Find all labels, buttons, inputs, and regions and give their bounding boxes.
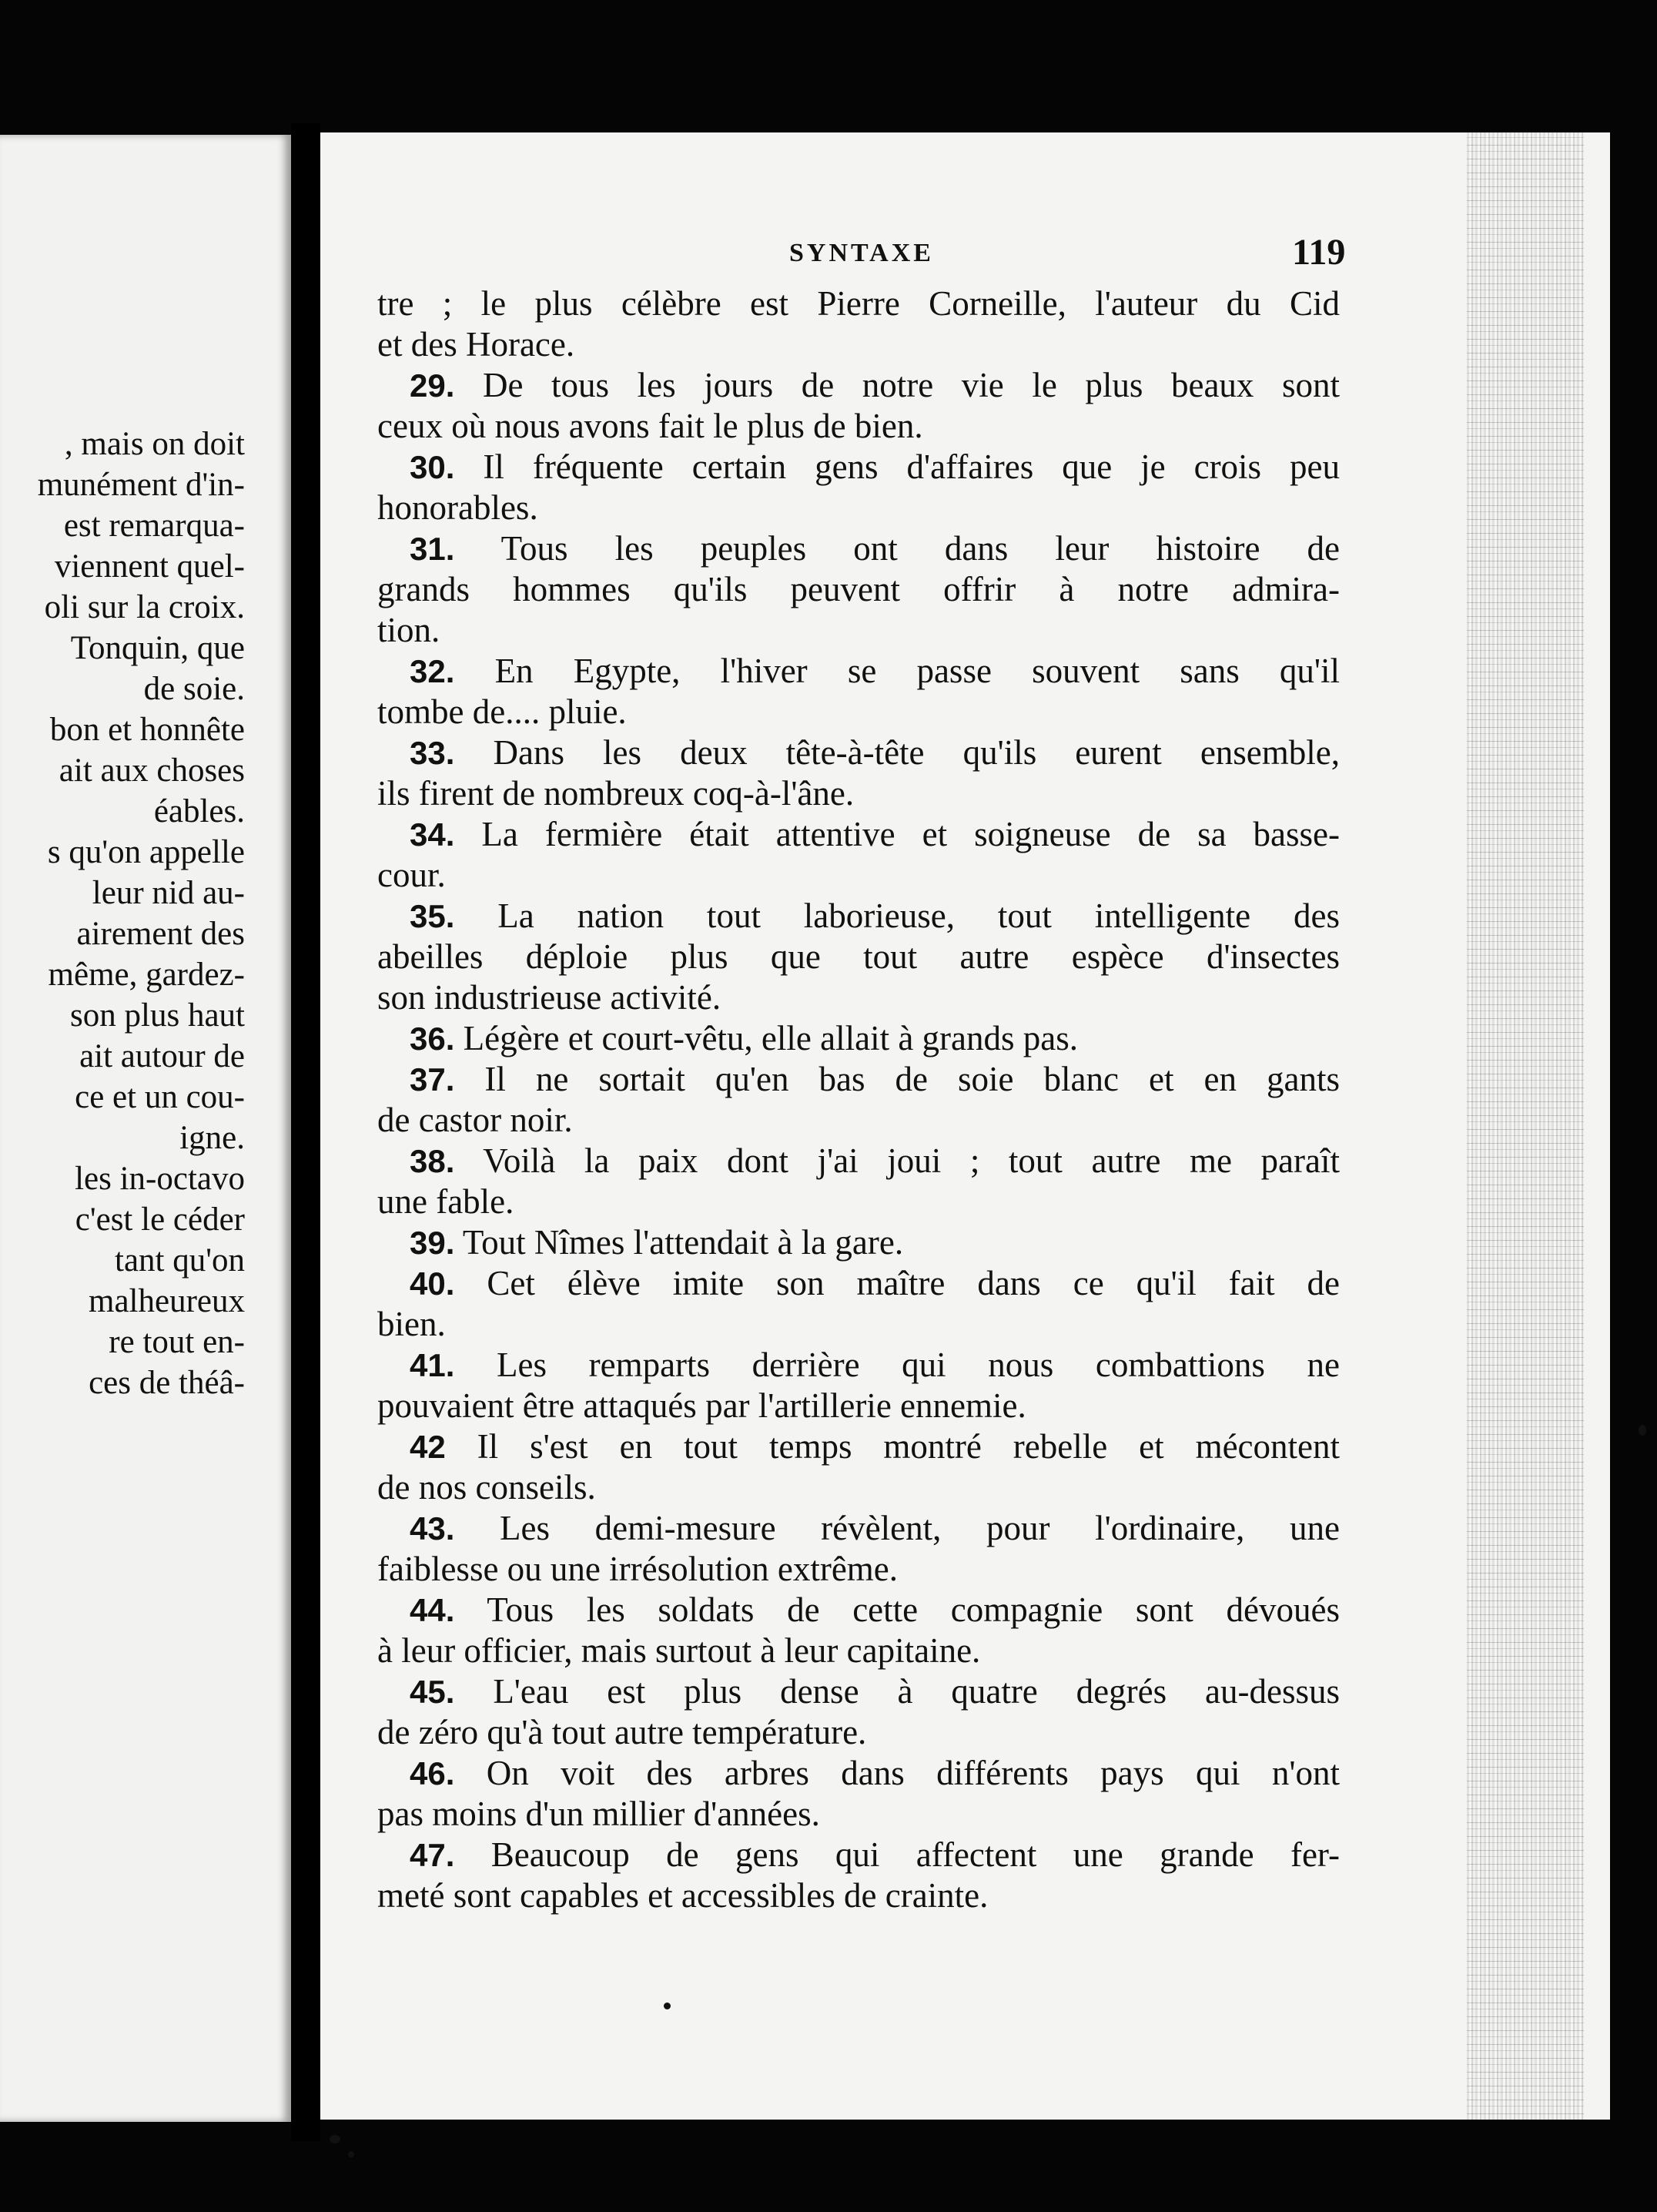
ink-speck bbox=[1639, 1425, 1646, 1436]
text-line: faiblesse ou une irrésolution extrême. bbox=[377, 1550, 899, 1588]
item-number: 46. bbox=[410, 1755, 455, 1791]
item-number: 47. bbox=[410, 1837, 455, 1873]
text-line: tre ; le plus célèbre est Pierre Corneille, l'auteur du Cid bbox=[377, 284, 1340, 323]
item-text: Tous les soldats de cette compagnie sont dévoués bbox=[487, 1590, 1341, 1629]
left-page-line: est remarqua- bbox=[63, 508, 245, 544]
text-line: pas moins d'un millier d'années. bbox=[377, 1795, 820, 1833]
item-number: 38. bbox=[410, 1143, 455, 1179]
item-number: 44. bbox=[410, 1592, 455, 1628]
item-text: La fermière était attentive et soigneuse de sa basse- bbox=[481, 815, 1341, 853]
item-text: Les demi-mesure révèlent, pour l'ordinaire, une bbox=[500, 1509, 1340, 1547]
left-page-text bbox=[0, 424, 245, 1403]
text-line: cour. bbox=[377, 856, 446, 894]
text-line: pouvaient être attaqués par l'artillerie ennemie. bbox=[377, 1386, 1026, 1425]
left-page-line: igne. bbox=[179, 1120, 245, 1156]
exercise-43 bbox=[377, 1508, 1340, 1549]
left-page-line: tant qu'on bbox=[115, 1242, 245, 1279]
book-gutter bbox=[291, 123, 320, 2141]
item-text: Dans les deux tête-à-tête qu'ils eurent ensemble, bbox=[493, 733, 1341, 772]
exercise-34 bbox=[377, 814, 1340, 855]
item-number: 31. bbox=[410, 531, 455, 567]
left-page-line: munément d'in- bbox=[37, 467, 245, 503]
item-number: 41. bbox=[410, 1347, 455, 1383]
page-edge-speckle bbox=[1467, 132, 1584, 2120]
running-head: SYNTAXE bbox=[789, 239, 934, 267]
item-text: En Egypte, l'hiver se passe souvent sans qu'il bbox=[494, 652, 1341, 690]
item-number: 30. bbox=[410, 449, 455, 485]
item-text: Cet élève imite son maître dans ce qu'il fait de bbox=[487, 1264, 1341, 1302]
text-line: tombe de.... pluie. bbox=[377, 692, 627, 731]
page-number: 119 bbox=[1292, 232, 1346, 273]
ink-speck bbox=[348, 2151, 354, 2157]
item-number: 45. bbox=[410, 1674, 455, 1710]
item-text: Beaucoup de gens qui affectent une grande fer- bbox=[490, 1835, 1340, 1874]
left-page-line: malheureux bbox=[89, 1283, 245, 1319]
item-text: Il s'est en tout temps montré rebelle et mécontent bbox=[477, 1427, 1340, 1466]
exercise-46 bbox=[377, 1753, 1340, 1794]
exercise-32 bbox=[377, 651, 1340, 692]
left-page-line: re tout en- bbox=[109, 1324, 245, 1360]
item-number: 32. bbox=[410, 653, 455, 689]
left-page-line: bon et honnête bbox=[49, 712, 245, 748]
item-text: De tous les jours de notre vie le plus beaux sont bbox=[482, 366, 1340, 404]
left-page-line: son plus haut bbox=[70, 997, 245, 1034]
item-text: Les remparts derrière qui nous combattions ne bbox=[497, 1346, 1340, 1384]
exercise-36 bbox=[377, 1018, 1340, 1059]
text-line: une fable. bbox=[377, 1182, 514, 1221]
left-page-line: leur nid au- bbox=[92, 875, 245, 911]
exercise-38 bbox=[377, 1141, 1340, 1181]
exercise-29 bbox=[377, 365, 1340, 406]
left-page-line: oli sur la croix. bbox=[44, 589, 245, 625]
exercise-31 bbox=[377, 528, 1340, 569]
ink-speck bbox=[330, 2135, 340, 2143]
left-page-line: c'est le céder bbox=[75, 1202, 245, 1238]
left-page-line: s qu'on appelle bbox=[47, 834, 245, 870]
item-text: La nation tout laborieuse, tout intelligente des bbox=[497, 897, 1341, 935]
item-number: 40. bbox=[410, 1265, 455, 1302]
exercise-33 bbox=[377, 732, 1340, 773]
item-number: 42 bbox=[410, 1429, 446, 1465]
text-line: de zéro qu'à tout autre température. bbox=[377, 1713, 867, 1751]
item-text: Il fréquente certain gens d'affaires que je crois peu bbox=[483, 447, 1341, 486]
left-page-line: Tonquin, que bbox=[70, 630, 245, 666]
text-line: meté sont capables et accessibles de crainte. bbox=[377, 1876, 989, 1915]
text-line: de castor noir. bbox=[377, 1101, 573, 1139]
left-page-line: ces de théâ- bbox=[89, 1365, 245, 1401]
exercise-30 bbox=[377, 447, 1340, 488]
item-text: Voilà la paix dont j'ai joui ; tout autre me paraît bbox=[483, 1141, 1340, 1180]
ink-speck bbox=[664, 2003, 671, 2009]
item-text: On voit des arbres dans différents pays qui n'ont bbox=[486, 1754, 1340, 1792]
item-text: Tous les peuples ont dans leur histoire de bbox=[500, 529, 1340, 568]
exercise-39 bbox=[377, 1222, 1340, 1263]
left-page-line: ait aux choses bbox=[59, 752, 245, 789]
item-number: 43. bbox=[410, 1510, 455, 1547]
item-number: 36. bbox=[410, 1021, 455, 1057]
left-page-line: ait autour de bbox=[79, 1038, 245, 1074]
exercise-44 bbox=[377, 1590, 1340, 1631]
exercise-42 bbox=[377, 1426, 1340, 1467]
item-number: 33. bbox=[410, 735, 455, 771]
left-page-line: même, gardez- bbox=[48, 957, 245, 993]
left-page-line: les in-octavo bbox=[75, 1161, 245, 1197]
text-line: ceux où nous avons fait le plus de bien. bbox=[377, 407, 923, 445]
item-number: 39. bbox=[410, 1225, 455, 1261]
left-page-line: de soie. bbox=[143, 671, 245, 707]
text-line: honorables. bbox=[377, 488, 538, 527]
left-page-line: ce et un cou- bbox=[75, 1079, 245, 1115]
text-line: abeilles déploie plus que tout autre espèce d'insectes bbox=[377, 937, 1340, 976]
exercise-41 bbox=[377, 1345, 1340, 1386]
left-page bbox=[0, 135, 291, 2122]
exercise-47 bbox=[377, 1835, 1340, 1875]
exercise-45 bbox=[377, 1671, 1340, 1712]
text-line: son industrieuse activité. bbox=[377, 978, 721, 1017]
item-text: Il ne sortait qu'en bas de soie blanc et en gants bbox=[484, 1060, 1341, 1098]
exercise-40 bbox=[377, 1263, 1340, 1304]
text-line: grands hommes qu'ils peuvent offrir à notre admira- bbox=[377, 570, 1340, 608]
left-page-line: airement des bbox=[76, 916, 245, 952]
text-line: ils firent de nombreux coq-à-l'âne. bbox=[377, 774, 855, 813]
exercise-37 bbox=[377, 1059, 1340, 1100]
exercise-35 bbox=[377, 896, 1340, 937]
exercise-text bbox=[377, 283, 1340, 1916]
left-page-line: , mais on doit bbox=[64, 426, 245, 462]
item-number: 35. bbox=[410, 898, 455, 934]
item-number: 29. bbox=[410, 367, 455, 404]
item-number: 34. bbox=[410, 816, 455, 853]
item-text: L'eau est plus dense à quatre degrés au-dessus bbox=[493, 1672, 1341, 1711]
item-text: Légère et court-vêtu, elle allait à grands pas. bbox=[463, 1019, 1079, 1057]
text-line: de nos conseils. bbox=[377, 1468, 596, 1507]
left-page-line: éables. bbox=[153, 793, 245, 830]
text-line: et des Horace. bbox=[377, 325, 575, 364]
item-text: Tout Nîmes l'attendait à la gare. bbox=[462, 1223, 904, 1262]
item-number: 37. bbox=[410, 1061, 455, 1098]
text-line: bien. bbox=[377, 1305, 446, 1343]
left-page-line: viennent quel- bbox=[54, 548, 245, 585]
text-line: tion. bbox=[377, 611, 440, 649]
text-line: à leur officier, mais surtout à leur capitaine. bbox=[377, 1631, 981, 1670]
